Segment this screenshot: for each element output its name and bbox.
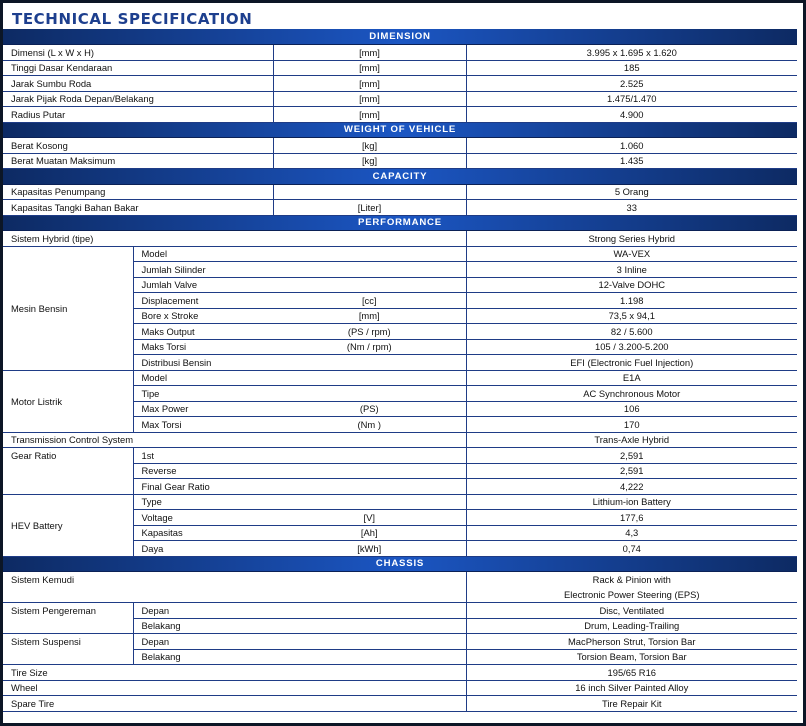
page-title: TECHNICAL SPECIFICATION bbox=[12, 10, 253, 28]
row-value: 4.900 bbox=[466, 107, 797, 123]
row-label: Voltage bbox=[133, 510, 273, 526]
row-value: Strong Series Hybrid bbox=[466, 231, 797, 247]
row-value: 106 bbox=[466, 401, 797, 417]
row-unit: [mm] bbox=[273, 91, 466, 107]
table-row bbox=[3, 200, 797, 216]
row-value: 185 bbox=[466, 60, 797, 76]
row-label: Tinggi Dasar Kendaraan bbox=[3, 60, 273, 76]
row-label: Model bbox=[133, 370, 273, 386]
row-label: Belakang bbox=[133, 649, 466, 665]
section-header-dimension bbox=[3, 29, 797, 45]
row-value: 105 / 3.200-5.200 bbox=[466, 339, 797, 355]
row-label: Kapasitas Tangki Bahan Bakar bbox=[3, 200, 273, 216]
row-value: MacPherson Strut, Torsion Bar bbox=[466, 634, 797, 650]
row-value: Electronic Power Steering (EPS) bbox=[466, 587, 797, 603]
row-unit bbox=[273, 370, 466, 386]
table-row bbox=[3, 463, 797, 479]
row-label: Wheel bbox=[3, 680, 466, 696]
row-value: 1.060 bbox=[466, 138, 797, 154]
row-unit bbox=[273, 246, 466, 262]
row-unit bbox=[273, 494, 466, 510]
row-value: 33 bbox=[466, 200, 797, 216]
row-label: Displacement bbox=[133, 293, 273, 309]
row-label: Jarak Sumbu Roda bbox=[3, 76, 273, 92]
row-value: Torsion Beam, Torsion Bar bbox=[466, 649, 797, 665]
row-unit bbox=[273, 386, 466, 402]
section-title: CHASSIS bbox=[3, 556, 797, 572]
row-value: Trans-Axle Hybrid bbox=[466, 432, 797, 448]
row-value: 4,222 bbox=[466, 479, 797, 495]
row-value: 0,74 bbox=[466, 541, 797, 557]
row-value: Lithium-ion Battery bbox=[466, 494, 797, 510]
table-row bbox=[3, 680, 797, 696]
row-label: Tire Size bbox=[3, 665, 466, 681]
row-label: Final Gear Ratio bbox=[133, 479, 466, 495]
row-unit: [kg] bbox=[273, 153, 466, 169]
row-value: Rack & Pinion with bbox=[592, 574, 671, 585]
row-label: Maks Output bbox=[133, 324, 273, 340]
row-label: Berat Muatan Maksimum bbox=[3, 153, 273, 169]
empty-cell bbox=[3, 463, 133, 479]
group-label-motor-listrik: Motor Listrik bbox=[3, 370, 133, 432]
row-unit: [mm] bbox=[273, 60, 466, 76]
row-label: Jumlah Valve bbox=[133, 277, 273, 293]
table-row bbox=[3, 370, 797, 386]
row-value: 195/65 R16 bbox=[466, 665, 797, 681]
row-label: Depan bbox=[133, 603, 466, 619]
table-row bbox=[3, 246, 797, 262]
row-unit: [Liter] bbox=[273, 200, 466, 216]
row-unit bbox=[273, 277, 466, 293]
row-label: Distribusi Bensin bbox=[133, 355, 273, 371]
row-label: Transmission Control System bbox=[3, 432, 466, 448]
section-title: CAPACITY bbox=[3, 169, 797, 185]
row-label: Max Torsi bbox=[133, 417, 273, 433]
table-row bbox=[3, 634, 797, 650]
row-label: Model bbox=[133, 246, 273, 262]
row-value: 170 bbox=[466, 417, 797, 433]
table-row bbox=[3, 76, 797, 92]
section-header-capacity bbox=[3, 169, 797, 185]
row-label: Sistem Kemudi bbox=[3, 572, 466, 588]
row-unit: (Nm / rpm) bbox=[273, 339, 466, 355]
row-label: Kapasitas bbox=[133, 525, 273, 541]
row-value: 177,6 bbox=[466, 510, 797, 526]
row-unit: (PS / rpm) bbox=[273, 324, 466, 340]
row-value: 1.198 bbox=[466, 293, 797, 309]
section-title: PERFORMANCE bbox=[3, 215, 797, 231]
spec-table bbox=[3, 29, 797, 712]
row-label: Belakang bbox=[133, 618, 466, 634]
table-row bbox=[3, 45, 797, 61]
row-value: 12-Valve DOHC bbox=[466, 277, 797, 293]
empty-cell bbox=[3, 587, 466, 603]
row-unit: [mm] bbox=[273, 107, 466, 123]
group-label-mesin-bensin: Mesin Bensin bbox=[3, 246, 133, 370]
row-unit: [mm] bbox=[273, 308, 466, 324]
table-row bbox=[3, 184, 797, 200]
row-unit bbox=[273, 184, 466, 200]
row-label: Sistem Hybrid (tipe) bbox=[3, 231, 466, 247]
row-value: WA-VEX bbox=[466, 246, 797, 262]
row-unit: [mm] bbox=[273, 45, 466, 61]
row-unit: [V] bbox=[273, 510, 466, 526]
row-label: Jarak Pijak Roda Depan/Belakang bbox=[3, 91, 273, 107]
row-unit: [mm] bbox=[273, 76, 466, 92]
table-row bbox=[3, 649, 797, 665]
section-header-performance bbox=[3, 215, 797, 231]
row-value: 1.475/1.470 bbox=[466, 91, 797, 107]
group-label-gear-ratio: Gear Ratio bbox=[3, 448, 133, 464]
section-header-chassis bbox=[3, 556, 797, 572]
row-value: 3.995 x 1.695 x 1.620 bbox=[466, 45, 797, 61]
table-row bbox=[3, 572, 797, 588]
table-row bbox=[3, 91, 797, 107]
row-value: 2.525 bbox=[466, 76, 797, 92]
row-label: Daya bbox=[133, 541, 273, 557]
row-unit: (PS) bbox=[273, 401, 466, 417]
row-label: Berat Kosong bbox=[3, 138, 273, 154]
row-value: 1.435 bbox=[466, 153, 797, 169]
table-row bbox=[3, 494, 797, 510]
empty-cell bbox=[3, 479, 133, 495]
table-row bbox=[3, 60, 797, 76]
table-row bbox=[3, 432, 797, 448]
row-unit: [cc] bbox=[273, 293, 466, 309]
table-row bbox=[3, 618, 797, 634]
table-row bbox=[3, 696, 797, 712]
row-label: Bore x Stroke bbox=[133, 308, 273, 324]
table-row bbox=[3, 231, 797, 247]
row-label: Radius Putar bbox=[3, 107, 273, 123]
row-label: 1st bbox=[133, 448, 466, 464]
row-value: 82 / 5.600 bbox=[466, 324, 797, 340]
row-value: EFI (Electronic Fuel Injection) bbox=[466, 355, 797, 371]
row-value: Drum, Leading-Trailing bbox=[466, 618, 797, 634]
group-label-hev-battery: HEV Battery bbox=[3, 494, 133, 556]
row-label: Kapasitas Penumpang bbox=[3, 184, 273, 200]
table-row bbox=[3, 138, 797, 154]
table-row bbox=[3, 448, 797, 464]
row-label: Tipe bbox=[133, 386, 273, 402]
section-title: DIMENSION bbox=[3, 29, 797, 45]
table-row bbox=[3, 153, 797, 169]
row-value: 5 Orang bbox=[466, 184, 797, 200]
row-label: Type bbox=[133, 494, 273, 510]
row-value: 3 Inline bbox=[466, 262, 797, 278]
empty-cell bbox=[3, 618, 133, 634]
row-value: 2,591 bbox=[466, 463, 797, 479]
section-header-weight bbox=[3, 122, 797, 138]
row-value: 4,3 bbox=[466, 525, 797, 541]
row-label: Jumlah Silinder bbox=[133, 262, 273, 278]
row-unit: (Nm ) bbox=[273, 417, 466, 433]
row-value: Tire Repair Kit bbox=[466, 696, 797, 712]
row-value: E1A bbox=[466, 370, 797, 386]
empty-cell bbox=[3, 649, 133, 665]
section-title: WEIGHT OF VEHICLE bbox=[3, 122, 797, 138]
table-row bbox=[3, 107, 797, 123]
group-label-pengereman: Sistem Pengereman bbox=[3, 603, 133, 619]
table-row bbox=[3, 603, 797, 619]
table-row bbox=[3, 665, 797, 681]
row-value: 2,591 bbox=[466, 448, 797, 464]
row-label: Max Power bbox=[133, 401, 273, 417]
row-value: 73,5 x 94,1 bbox=[466, 308, 797, 324]
row-label: Maks Torsi bbox=[133, 339, 273, 355]
row-value: Disc, Ventilated bbox=[466, 603, 797, 619]
row-value: 16 inch Silver Painted Alloy bbox=[466, 680, 797, 696]
row-unit: [kWh] bbox=[273, 541, 466, 557]
row-unit: [kg] bbox=[273, 138, 466, 154]
table-row bbox=[3, 479, 797, 495]
row-label: Reverse bbox=[133, 463, 466, 479]
row-label: Depan bbox=[133, 634, 466, 650]
row-value: AC Synchronous Motor bbox=[466, 386, 797, 402]
row-label: Dimensi (L x W x H) bbox=[3, 45, 273, 61]
table-row bbox=[3, 587, 797, 603]
row-label: Spare Tire bbox=[3, 696, 466, 712]
group-label-suspensi: Sistem Suspensi bbox=[3, 634, 133, 650]
row-unit bbox=[273, 262, 466, 278]
row-unit: [Ah] bbox=[273, 525, 466, 541]
row-unit bbox=[273, 355, 466, 371]
